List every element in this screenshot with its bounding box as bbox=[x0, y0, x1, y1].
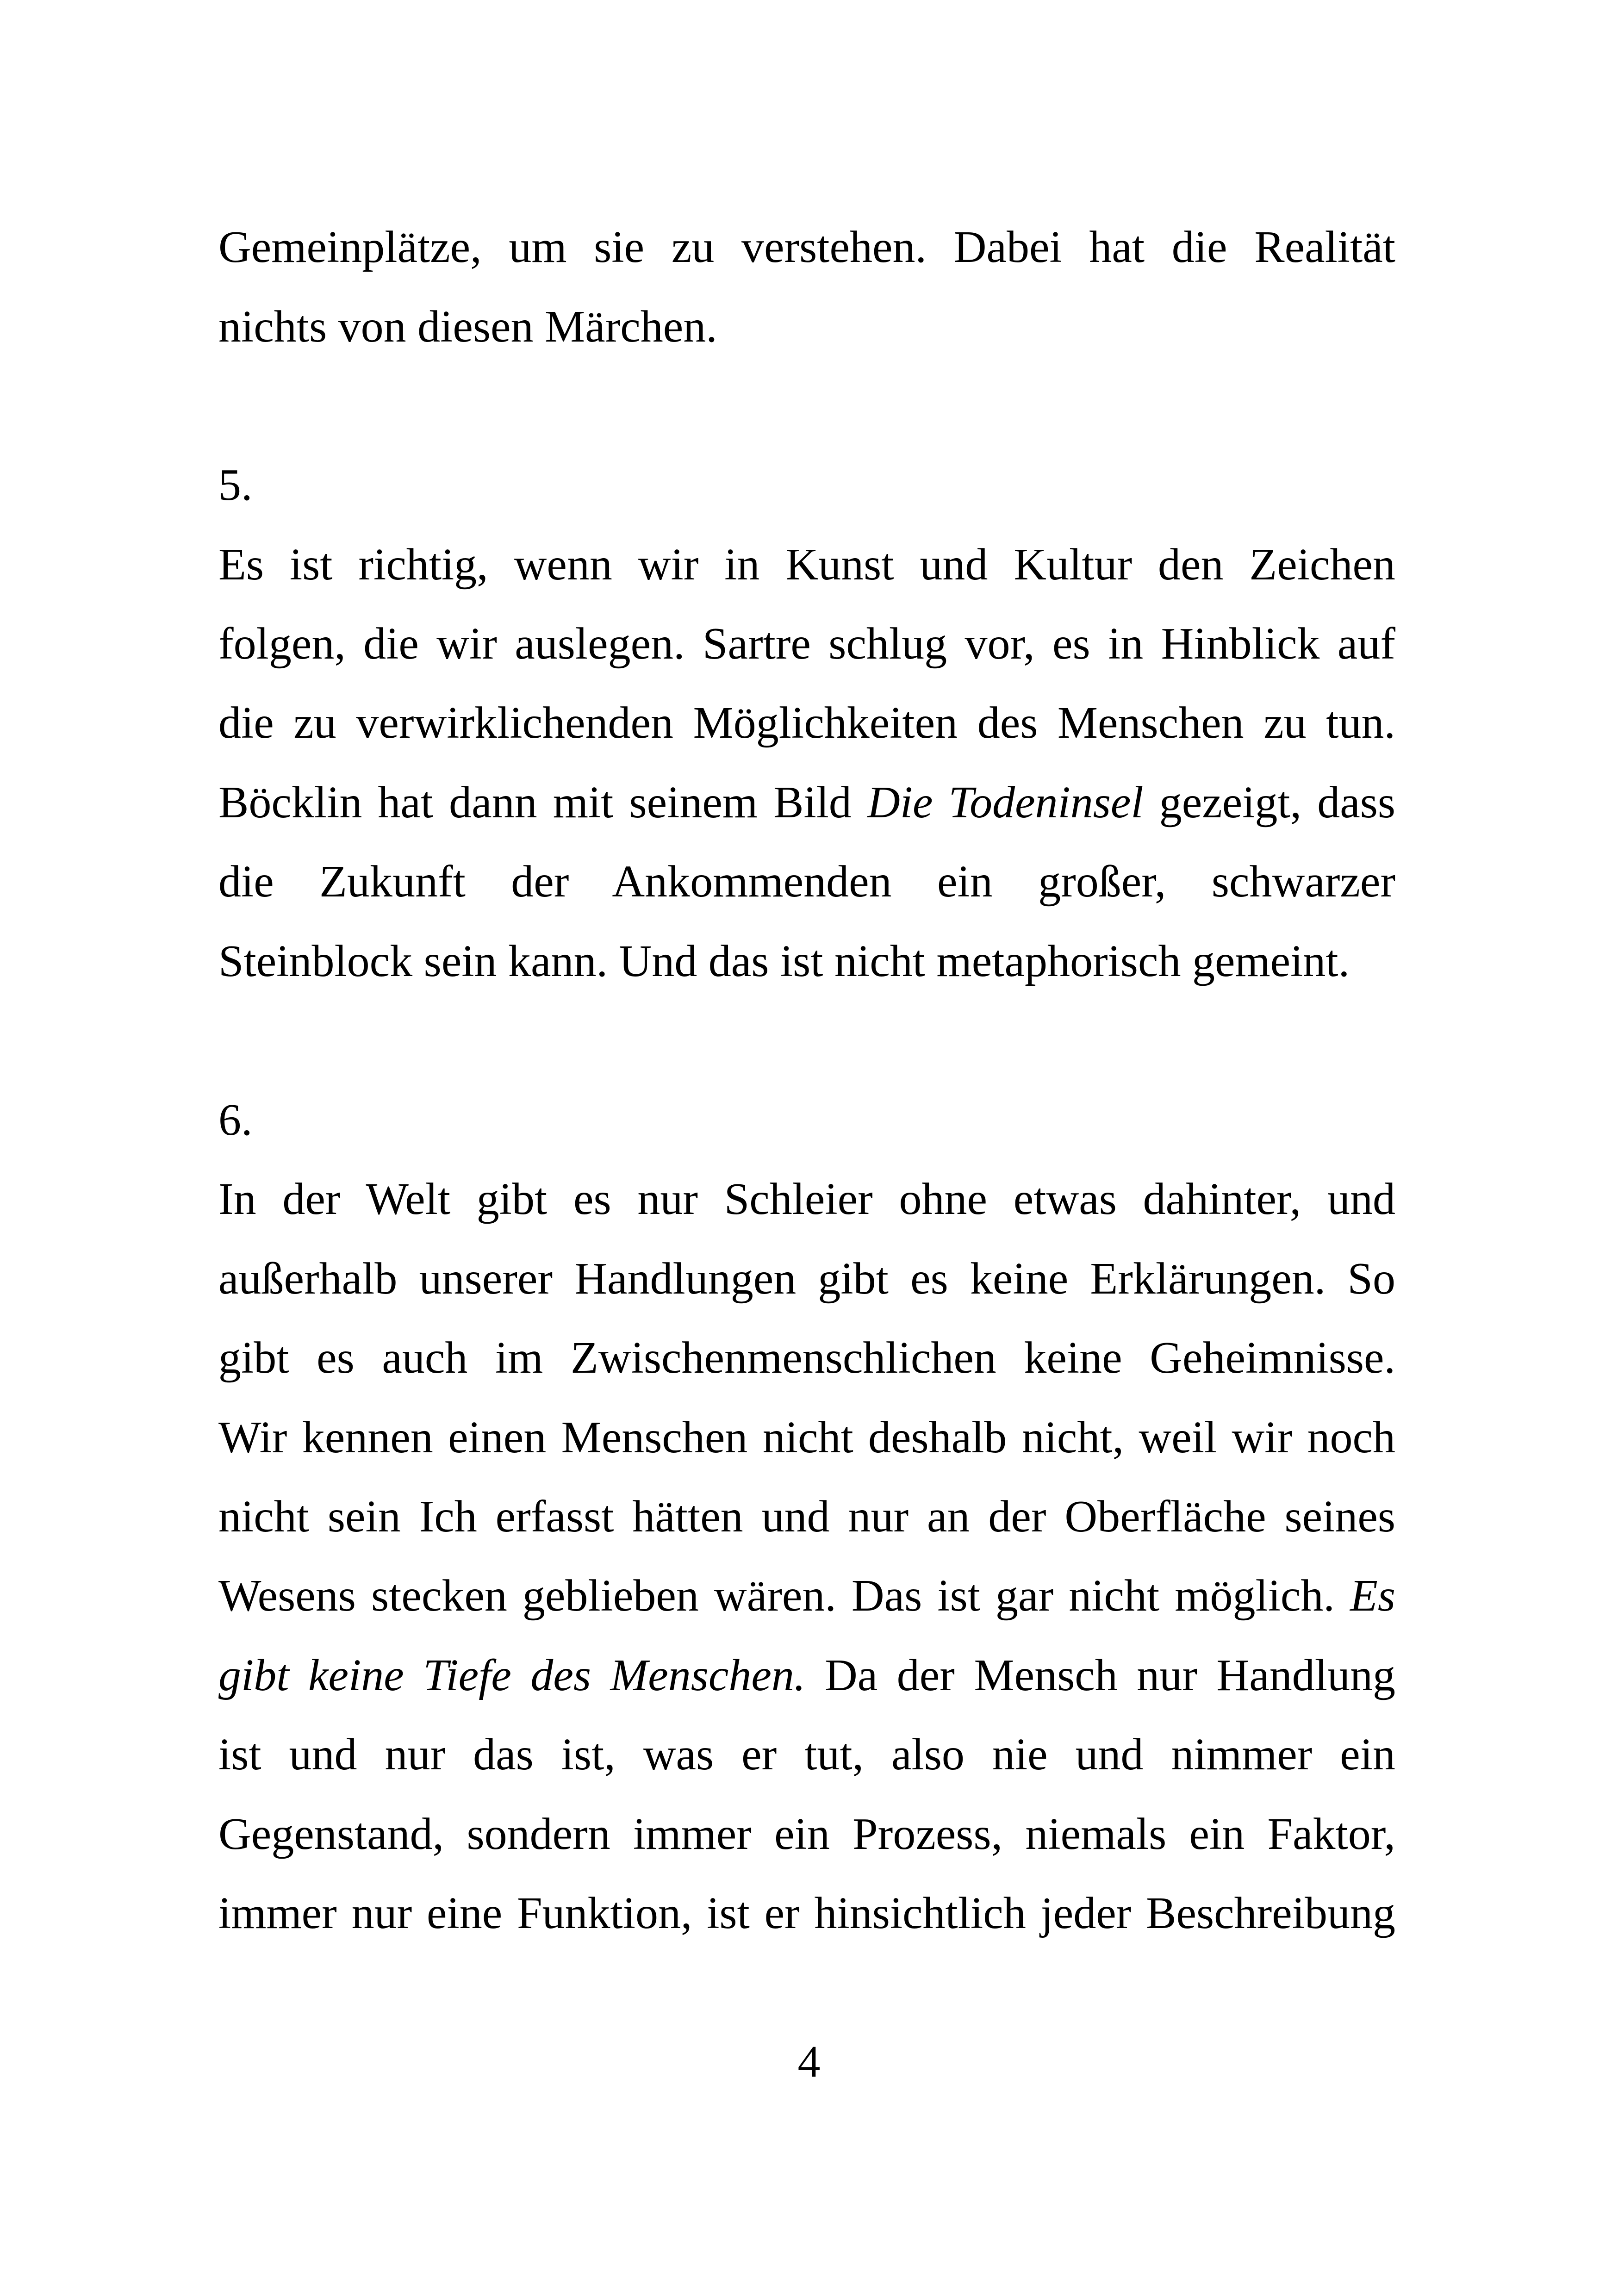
text-line: gibt es auch im Zwischenmenschlichen keine Geheimnisse. bbox=[218, 1333, 1395, 1383]
text-line: Gegenstand, sondern immer ein Prozess, niemals ein Faktor, bbox=[218, 1809, 1395, 1859]
text-line: ist und nur das ist, was er tut, also nie und nimmer ein bbox=[218, 1730, 1395, 1780]
text-line: immer nur eine Funktion, ist er hinsichtlich jeder Beschreibung bbox=[218, 1888, 1395, 1938]
text-line: Steinblock sein kann. Und das ist nicht metaphorisch gemeint. bbox=[218, 936, 1350, 986]
text-line: nichts von diesen Märchen. bbox=[218, 302, 717, 352]
emphasis-text: Es bbox=[1350, 1571, 1395, 1621]
section-number: 5. bbox=[218, 460, 253, 510]
text-span: Da der Mensch nur Handlung bbox=[805, 1650, 1395, 1700]
text-line: Gemeinplätze, um sie zu verstehen. Dabei hat die Realität bbox=[218, 222, 1395, 272]
text-span: Wesens stecken geblieben wären. Das ist gar nicht möglich. bbox=[218, 1571, 1350, 1621]
section-number: 6. bbox=[218, 1095, 253, 1145]
page-number: 4 bbox=[797, 2037, 821, 2087]
emphasis-text: gibt keine Tiefe des Menschen. bbox=[218, 1650, 806, 1700]
text-span: Böcklin hat dann mit seinem Bild bbox=[218, 778, 867, 828]
artwork-title: Die Todeninsel bbox=[867, 778, 1144, 828]
text-line: Wir kennen einen Menschen nicht deshalb nicht, weil wir noch bbox=[218, 1412, 1395, 1462]
text-line: nicht sein Ich erfasst hätten und nur an der Oberfläche seines bbox=[218, 1492, 1395, 1542]
text-line: außerhalb unserer Handlungen gibt es keine Erklärungen. So bbox=[218, 1254, 1395, 1304]
text-line: die Zukunft der Ankommenden ein großer, schwarzer bbox=[218, 857, 1395, 907]
text-line: folgen, die wir auslegen. Sartre schlug vor, es in Hinblick auf bbox=[218, 619, 1395, 669]
text-line bbox=[218, 1650, 1395, 1701]
text-span: gezeigt, dass bbox=[1143, 778, 1395, 828]
text-line: In der Welt gibt es nur Schleier ohne etwas dahinter, und bbox=[218, 1174, 1395, 1224]
text-line bbox=[218, 1570, 1395, 1621]
text-line bbox=[218, 777, 1395, 828]
text-line: Es ist richtig, wenn wir in Kunst und Kultur den Zeichen bbox=[218, 540, 1395, 590]
text-line: die zu verwirklichenden Möglichkeiten des Menschen zu tun. bbox=[218, 698, 1395, 748]
